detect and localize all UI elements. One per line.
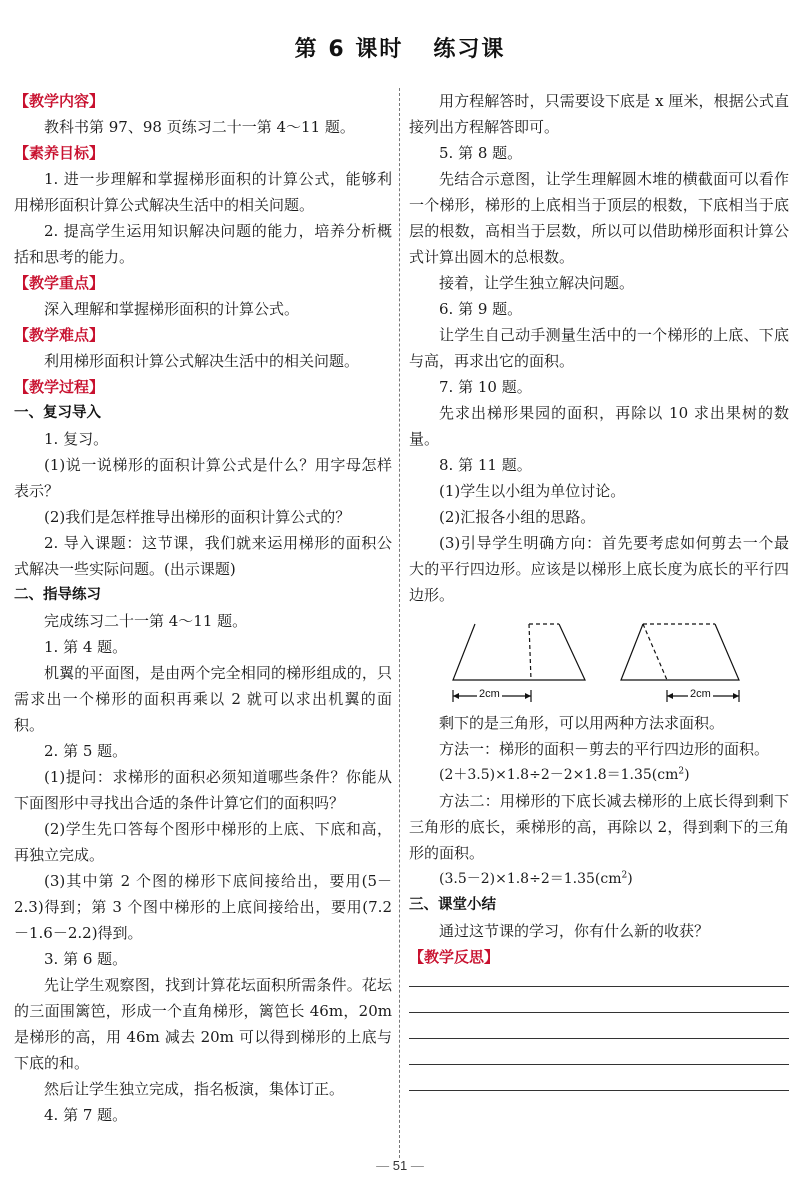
trapezoid-right-outline <box>621 624 739 680</box>
title-prefix: 第 <box>294 37 319 62</box>
writing-line <box>409 1012 789 1013</box>
page-title <box>0 32 800 63</box>
paragraph: 4. 第 7 题。 <box>44 1106 128 1124</box>
key-text: 深入理解和掌握梯形面积的计算公式。 <box>44 300 300 318</box>
paragraph: 用方程解答时，只需要设下底是 x 厘米，根据公式直接列出方程解答即可。 <box>409 92 789 136</box>
formula-1 <box>409 762 789 788</box>
section-heading-goals: 【素养目标】 <box>14 144 105 162</box>
goal-2: 2. 提高学生运用知识解决问题的能力，培养分析概括和思考的能力。 <box>14 222 392 266</box>
goal-1: 1. 进一步理解和掌握梯形面积的计算公式，能够利用梯形面积计算公式解决生活中的相关问题。 <box>14 170 392 214</box>
left-column <box>14 88 392 1128</box>
paragraph: 通过这节课的学习，你有什么新的收获？ <box>439 922 710 940</box>
paragraph: (1)学生以小组为单位讨论。 <box>439 482 626 500</box>
formula-1-end: ) <box>684 767 690 783</box>
trapezoid-diagram <box>409 612 789 708</box>
cut-line-left <box>529 624 531 680</box>
paragraph: (1)提问：求梯形的面积必须知道哪些条件？你能从下面图形中寻找出合适的条件计算它们的面积吗？ <box>14 768 392 812</box>
formula-2-sup: 2 <box>621 870 628 881</box>
trapezoid-figure <box>409 612 789 708</box>
title-name: 练习课 <box>433 37 506 62</box>
arrow-right-a <box>667 693 673 699</box>
paragraph: 让学生自己动手测量生活中的一个梯形的上底、下底与高，再求出它的面积。 <box>409 326 789 370</box>
paragraph: 剩下的是三角形，可以用两种方法求面积。 <box>439 714 725 732</box>
page-number: — 51 — <box>376 1158 424 1173</box>
paragraph: 先求出梯形果园的面积，再除以 10 求出果树的数量。 <box>409 404 789 448</box>
formula-2 <box>409 866 789 892</box>
paragraph: 3. 第 6 题。 <box>44 950 128 968</box>
paragraph: 6. 第 9 题。 <box>439 300 523 318</box>
content-text: 教科书第 97、98 页练习二十一第 4～11 题。 <box>44 118 355 136</box>
dimension-label-right: 2cm <box>690 688 711 700</box>
paragraph: (2)我们是怎样推导出梯形的面积计算公式的？ <box>44 508 351 526</box>
paragraph: 7. 第 10 题。 <box>439 378 532 396</box>
section-heading-process: 【教学过程】 <box>14 378 105 396</box>
right-column <box>409 88 789 1116</box>
paragraph: 2. 导入课题：这节课，我们就来运用梯形的面积公式解决一些实际问题。(出示课题) <box>14 534 392 578</box>
section-heading-difficulty: 【教学难点】 <box>14 326 105 344</box>
title-number: 6 <box>328 37 346 62</box>
section-heading-reflection: 【教学反思】 <box>409 948 500 966</box>
page-number-value: 51 <box>392 1158 408 1173</box>
writing-line <box>409 1038 789 1039</box>
paragraph: 方法一：梯形的面积－剪去的平行四边形的面积。 <box>439 740 770 758</box>
subsection-practice: 二、指导练习 <box>14 587 101 603</box>
formula-2-end: ) <box>627 871 633 887</box>
subsection-review: 一、复习导入 <box>14 405 101 421</box>
paragraph: (3)其中第 2 个图的梯形下底间接给出，要用(5－2.3)得到；第 3 个图中梯形的上底间接给出，要用(7.2－1.6－2.2)得到。 <box>14 872 392 942</box>
paragraph: (1)说一说梯形的面积计算公式是什么？用字母怎样表示？ <box>14 456 392 500</box>
writing-line <box>409 986 789 987</box>
paragraph: 8. 第 11 题。 <box>439 456 532 474</box>
formula-1-main: (2＋3.5)×1.8÷2－2×1.8＝1.35(cm <box>439 767 679 783</box>
arrow-left-a <box>453 693 459 699</box>
paragraph: 机翼的平面图，是由两个完全相同的梯形组成的，只需求出一个梯形的面积再乘以 2 就可以求出机翼的面积。 <box>14 664 392 734</box>
arrow-right-b <box>733 693 739 699</box>
paragraph: 完成练习二十一第 4～11 题。 <box>44 612 248 630</box>
paragraph: 然后让学生独立完成，指名板演，集体订正。 <box>44 1080 345 1098</box>
paragraph: 1. 复习。 <box>44 430 109 448</box>
paragraph: 方法二：用梯形的下底长减去梯形的上底长得到剩下三角形的底长，乘梯形的高，再除以 2，得到剩下的三角形的面积。 <box>409 792 789 862</box>
formula-1-sup: 2 <box>678 766 685 777</box>
trapezoid-left-outline <box>453 624 585 680</box>
paragraph: (3)引导学生明确方向：首先要考虑如何剪去一个最大的平行四边形。应该是以梯形上底长度为底长的平行四边形。 <box>409 534 789 604</box>
difficulty-text: 利用梯形面积计算公式解决生活中的相关问题。 <box>44 352 360 370</box>
paragraph: 接着，让学生独立解决问题。 <box>439 274 635 292</box>
subsection-summary: 三、课堂小结 <box>409 897 496 913</box>
section-heading-content: 【教学内容】 <box>14 92 105 110</box>
writing-line <box>409 1064 789 1065</box>
paragraph: 1. 第 4 题。 <box>44 638 128 656</box>
dimension-label-left: 2cm <box>479 688 500 700</box>
section-heading-key: 【教学重点】 <box>14 274 105 292</box>
formula-2-main: (3.5－2)×1.8÷2＝1.35(cm <box>439 871 622 887</box>
paragraph: 先让学生观察图，找到计算花坛面积所需条件。花坛的三面围篱笆，形成一个直角梯形，篱笆长 46m，20m 是梯形的高，用 46m 减去 20m 可以得到梯形的上底与下底的和。 <box>14 976 392 1072</box>
reflection-lines <box>409 986 789 1091</box>
paragraph: 先结合示意图，让学生理解圆木堆的横截面可以看作一个梯形，梯形的上底相当于顶层的根数，下底相当于底层的根数，高相当于层数，所以可以借助梯形面积计算公式计算出圆木的总根数。 <box>409 170 789 266</box>
paragraph: (2)学生先口答每个图形中梯形的上底、下底和高，再独立完成。 <box>14 820 392 864</box>
paragraph: 5. 第 8 题。 <box>439 144 523 162</box>
title-lesson: 课时 <box>355 37 404 62</box>
arrow-left-b <box>525 693 531 699</box>
column-divider <box>399 88 400 1158</box>
writing-line <box>409 1090 789 1091</box>
paragraph: (2)汇报各小组的思路。 <box>439 508 596 526</box>
cut-line-right <box>643 624 667 680</box>
paragraph: 2. 第 5 题。 <box>44 742 128 760</box>
